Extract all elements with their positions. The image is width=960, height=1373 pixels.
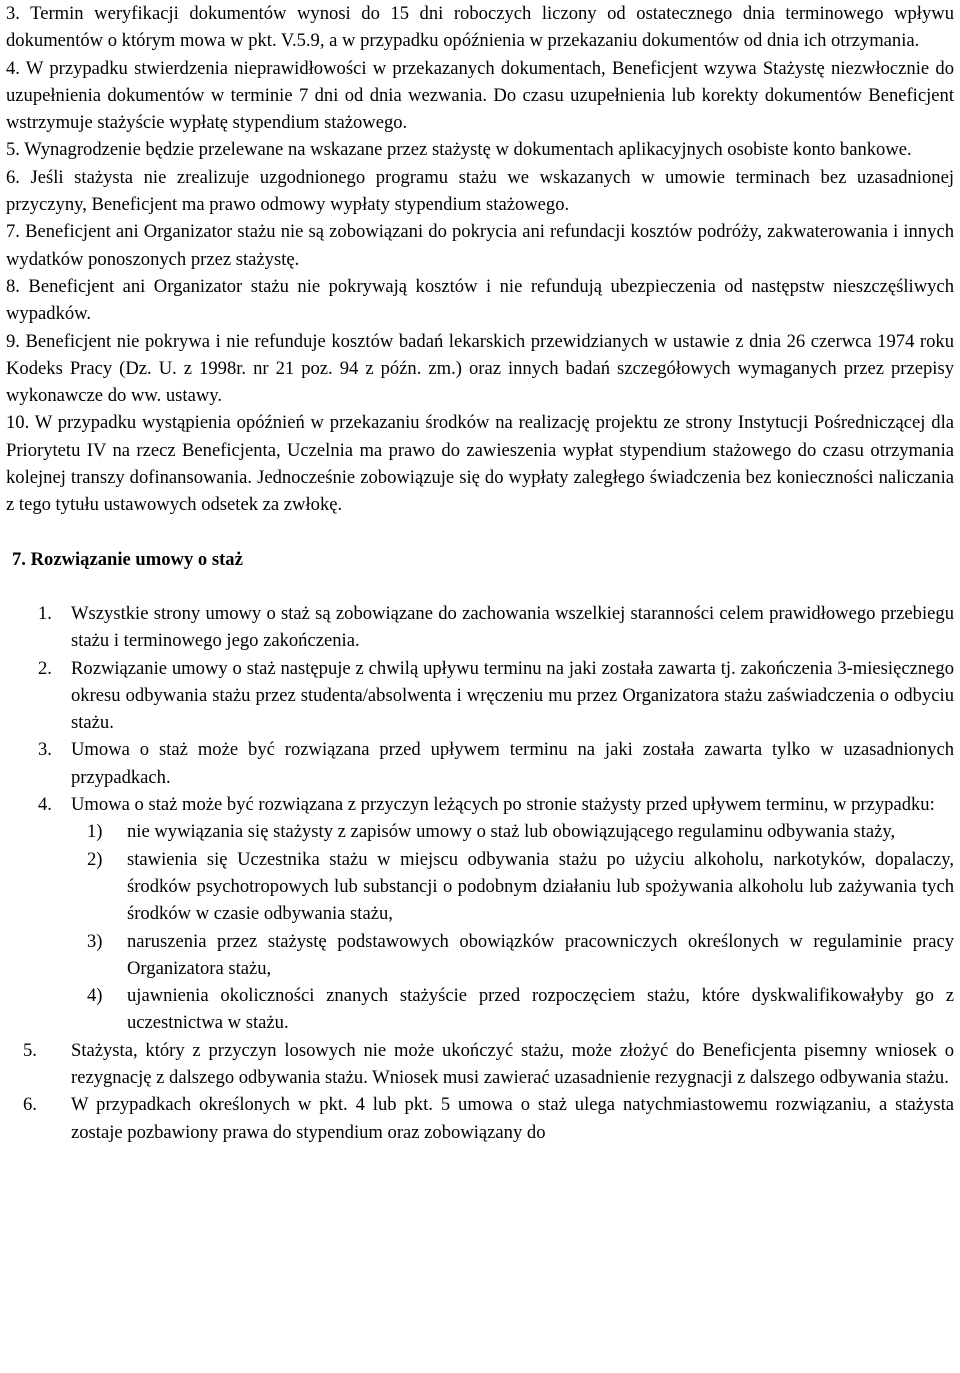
item-text: W przypadkach określonych w pkt. 4 lub pkt. 5 umowa o staż ulega natychmiastowemu rozwiązaniu, a stażysta zostaje pozbawiony prawa do stypendium oraz zobowiązany do (71, 1094, 954, 1143)
sub-list-item (6, 846, 954, 928)
paragraph-6: 6. Jeśli stażysta nie zrealizuje uzgodnionego programu stażu we wskazanych w umowie terminach bez uzasadnionej przyczyny, Beneficjent ma prawo odmowy wypłaty stypendium stażowego. (6, 166, 954, 216)
paragraph-5: 5. Wynagrodzenie będzie przelewane na wskazane przez stażystę w dokumentach aplikacyjnych osobiste konto bankowe. (6, 139, 912, 161)
item-number: 6. (23, 1094, 37, 1116)
sub-item-number: 2) (87, 848, 103, 870)
sub-item-number: 3) (87, 930, 103, 952)
paragraph-4: 4. W przypadku stwierdzenia nieprawidłowości w przekazanych dokumentach, Beneficjent wzywa Stażystę niezwłocznie do uzupełnienia dokumentów w terminie 7 dni od dnia wezwania. Do czasu uzupełnienia lub korekty dokumentów Beneficjent wstrzymuje stażyście wypłatę stypendium stażowego. (6, 57, 954, 134)
list-item (6, 791, 954, 818)
section-heading: 7. Rozwiązanie umowy o staż (12, 548, 243, 570)
paragraph-10: 10. W przypadku wystąpienia opóźnień w przekazaniu środków na realizację projektu ze strony Instytucji Pośredniczącej dla Priorytetu IV na rzecz Beneficjenta, Uczelnia ma prawo do zawieszenia wypłat stypendium stażowego do czasu otrzymania kolejnej transzy dofinansowania. Jednocześnie zobowiązuje się do wypłaty zaległego świadczenia bez konieczności naliczania z tego tytułu ustawowych odsetek za zwłokę. (6, 412, 954, 516)
sub-item-text: stawienia się Uczestnika stażu w miejscu odbywania stażu po użyciu alkoholu, narkotyków, dopalaczy, środków psychotropowych lub substancji o podobnym działaniu lub spożywania alkoholu lub zażywania tych środków w czasie odbywania stażu, (127, 848, 954, 925)
numbered-list (6, 600, 954, 1146)
sub-list (6, 818, 954, 1036)
item-number: 4. (38, 794, 52, 816)
sub-list-item (6, 818, 954, 845)
list-item (6, 600, 954, 655)
sub-item-text: ujawnienia okoliczności znanych stażyście przed rozpoczęciem stażu, które dyskwalifikowałyby go z uczestnictwa w stażu. (127, 985, 954, 1034)
item-text: Umowa o staż może być rozwiązana z przyczyn leżących po stronie stażysty przed upływem terminu, w przypadku: (71, 794, 935, 816)
item-number: 1. (38, 602, 52, 624)
list-item (6, 1091, 954, 1146)
sub-item-number: 1) (87, 821, 103, 843)
paragraph-8: 8. Beneficjent ani Organizator stażu nie pokrywają kosztów i nie refundują ubezpieczenia od następstw nieszczęśliwych wypadków. (6, 275, 954, 325)
paragraph-3: 3. Termin weryfikacji dokumentów wynosi do 15 dni roboczych liczony od ostatecznego dnia terminowego wpływu dokumentów o którym mowa w pkt. V.5.9, a w przypadku opóźnienia w przekazaniu dokumentów od dnia ich otrzymania. (6, 3, 954, 52)
sub-item-text: nie wywiązania się stażysty z zapisów umowy o staż lub obowiązującego regulaminu odbywania staży, (127, 821, 896, 843)
list-item (6, 1037, 954, 1092)
document-page (6, 0, 954, 1146)
item-text: Umowa o staż może być rozwiązana przed upływem terminu na jaki została zawarta tylko w uzasadnionych przypadkach. (71, 739, 954, 788)
list-item (6, 736, 954, 791)
sub-item-text: naruszenia przez stażystę podstawowych obowiązków pracowniczych określonych w regulaminie pracy Organizatora stażu, (127, 930, 954, 979)
item-text: Stażysta, który z przyczyn losowych nie może ukończyć stażu, może złożyć do Beneficjenta pisemny wniosek o rezygnację z dalszego odbywania stażu. Wniosek musi zawierać uzasadnienie rezygnacji z dalszego odbywania stażu. (71, 1039, 954, 1088)
paragraph-9: 9. Beneficjent nie pokrywa i nie refunduje kosztów badań lekarskich przewidzianych w ustawie z dnia 26 czerwca 1974 roku Kodeks Pracy (Dz. U. z 1998r. nr 21 poz. 94 z późn. zm.) oraz innych badań szczegółowych wymaganych przez przepisy wykonawcze do ww. ustawy. (6, 330, 954, 407)
item-number: 3. (38, 739, 52, 761)
item-text: Rozwiązanie umowy o staż następuje z chwilą upływu terminu na jaki została zawarta tj. zakończenia 3-miesięcznego okresu odbywania stażu przez studenta/absolwenta i wręczeniu mu przez Organizatora stażu zaświadczenia o odbyciu stażu. (71, 657, 954, 734)
item-text: Wszystkie strony umowy o staż są zobowiązane do zachowania wszelkiej staranności celem prawidłowego przebiegu stażu i terminowego jego zakończenia. (71, 602, 954, 652)
sub-list-item (6, 982, 954, 1037)
list-item (6, 655, 954, 737)
paragraph-7: 7. Beneficjent ani Organizator stażu nie są zobowiązani do pokrycia ani refundacji kosztów podróży, zakwaterowania i innych wydatków ponoszonych przez stażystę. (6, 221, 954, 270)
item-number: 2. (38, 657, 52, 679)
sub-list-item (6, 928, 954, 983)
sub-item-number: 4) (87, 985, 103, 1007)
item-number: 5. (23, 1039, 37, 1061)
